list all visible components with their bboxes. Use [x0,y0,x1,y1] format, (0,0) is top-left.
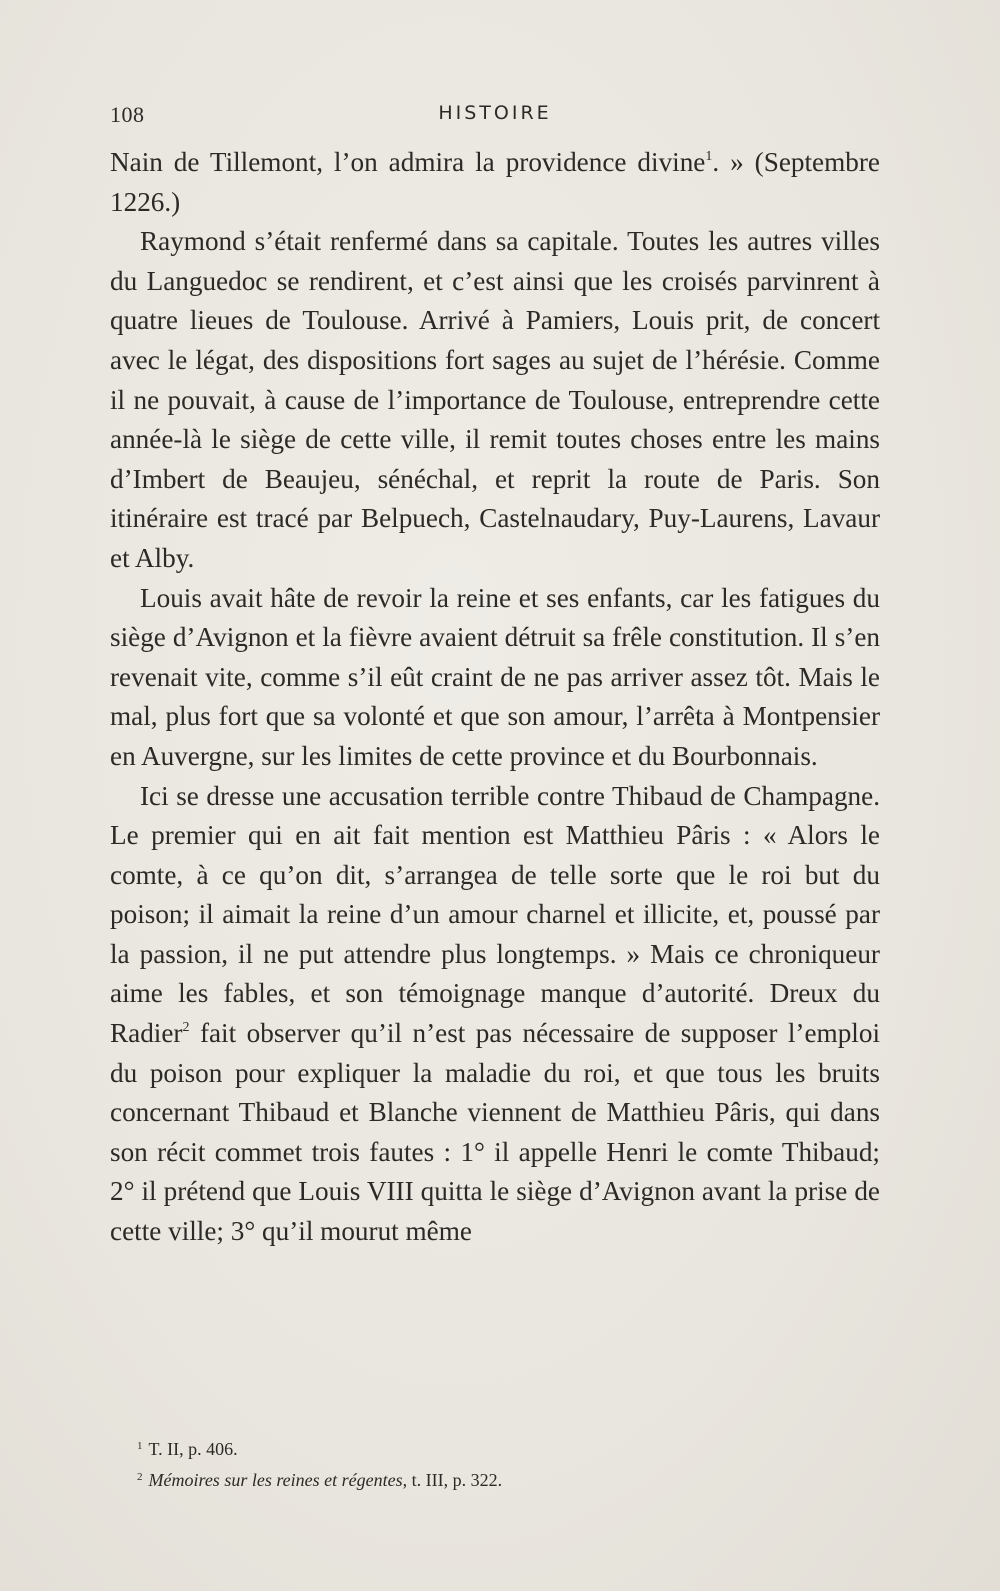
paragraph-4-text-a: Ici se dresse une accusation terrible contre Thibaud de Champagne. Le premier qui en ait fait mention est Matthieu Pâris : « Alors le comte, à ce qu’on dit, s’arrangea de telle sorte que le roi but du poison; il aimait la reine d’un amour charnel et illicite, et, poussé par la passion, il ne put attendre plus longtemps. » Mais ce chroniqueur aime les fables, et son témoignage manque d’autorité. Dreux du Radier [110,780,880,1049]
footnote-2-text: , t. III, p. 322. [402,1470,503,1490]
paragraph-4-text-b: fait observer qu’il n’est pas nécessaire de supposer l’emploi du poison pour expliquer la maladie du roi, et que tous les bruits concernant Thibaud et Blanche viennent de Matthieu Pâris, qui dans son récit commet trois fautes : 1° il appelle Henri le comte Thibaud; 2° il prétend que Louis VIII quitta le siège d’Avignon avant la prise de cette ville; 3° qu’il mourut même [110,1018,880,1247]
footnote-1 [137,1432,877,1463]
paragraph-1 [110,143,880,222]
body-text [110,143,880,1252]
running-head: HISTOIRE [438,102,552,124]
paragraph-1-text-a: Nain de Tillemont, l’on admira la providence divine [110,147,706,177]
paragraph-2: Raymond s’était renfermé dans sa capitale. Toutes les autres villes du Languedoc se rendirent, et c’est ainsi que les croisés parvinrent à quatre lieues de Toulouse. Arrivé à Pamiers, Louis prit, de concert avec le légat, des dispositions fort sages au sujet de l’hérésie. Comme il ne pouvait, à cause de l’importance de Toulouse, entreprendre cette année-là le siège de cette ville, il remit toutes choses entre les mains d’Imbert de Beaujeu, sénéchal, et reprit la route de Paris. Son itinéraire est tracé par Belpuech, Castelnaudary, Puy-Laurens, Lavaur et Alby. [110,226,880,573]
page-number: 108 [110,102,145,127]
footnote-1-number: 1 [137,1440,143,1452]
footnote-ref-1: 1 [705,149,713,164]
footnote-2-title: Mémoires sur les reines et régentes [148,1470,403,1490]
footnote-1-text: T. II, p. 406. [148,1439,238,1459]
footnote-2 [137,1463,877,1494]
paragraph-4 [110,777,880,1252]
paragraph-3: Louis avait hâte de revoir la reine et ses enfants, car les fatigues du siège d’Avignon et la fièvre avaient détruit sa frêle constitution. Il s’en revenait vite, comme s’il eût craint de ne pas arriver assez tôt. Mais le mal, plus fort que sa volonté et que son amour, l’arrêta à Montpensier en Auvergne, sur les limites de cette province et du Bourbonnais. [110,582,880,771]
paragraph-1-text-b: . » (Septembre 1226.) [110,147,880,217]
footnotes [137,1432,877,1494]
footnote-2-number: 2 [137,1471,143,1483]
page-header [110,96,880,136]
footnote-ref-2: 2 [182,1020,190,1036]
